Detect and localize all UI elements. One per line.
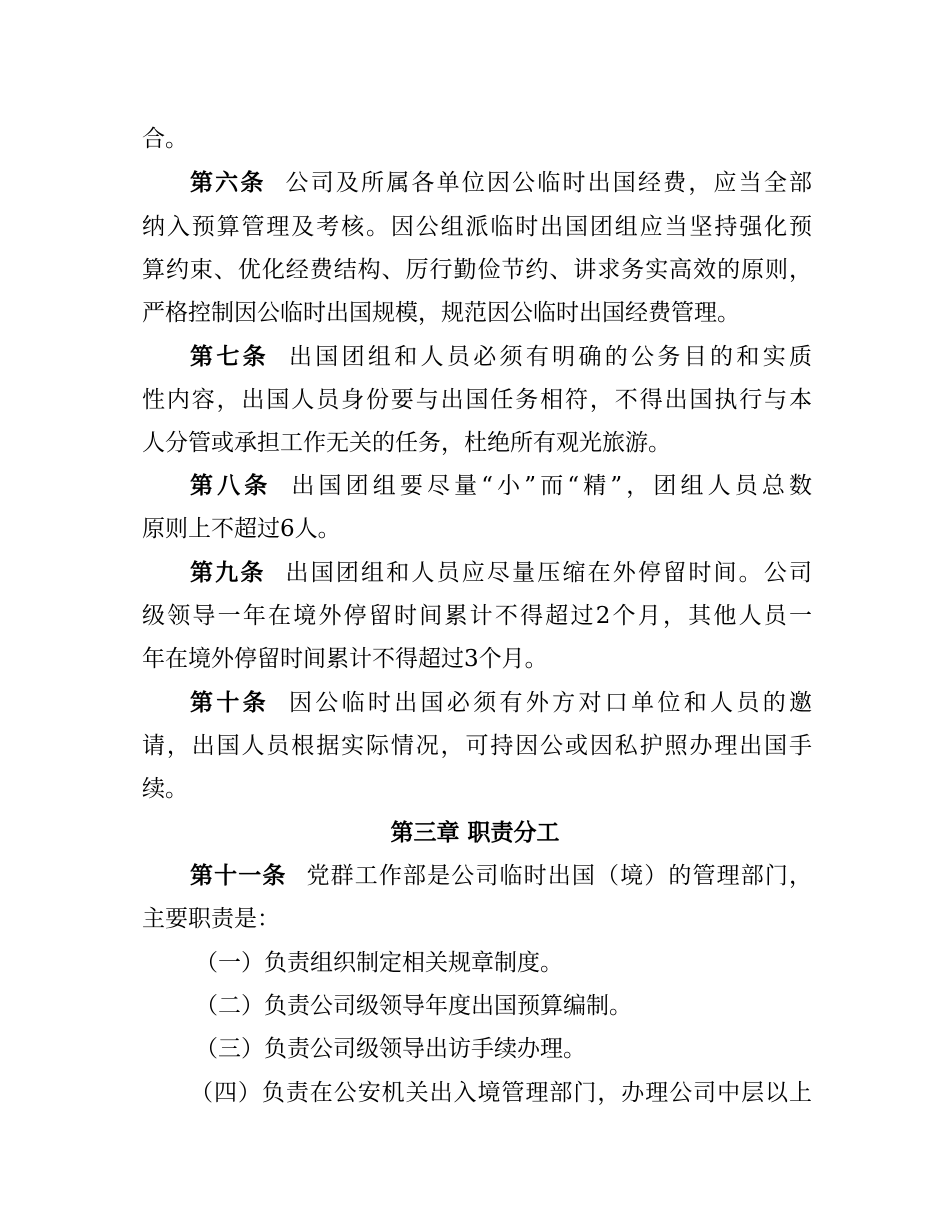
article-7-line-2: 性内容，出国人员身份要与出国任务相符，不得出国执行与本: [142, 387, 812, 413]
article-9-number: 第九条: [190, 560, 266, 586]
article-10-line-2: 请，出国人员根据实际情况，可持因公或因私护照办理出国手: [142, 733, 812, 759]
article-9-line-3: 年在境外停留时间累计不得超过3个月。: [142, 646, 548, 672]
article-8-text-1: 出国团组要尽量“小”而“精”，团组人员总数: [291, 473, 812, 499]
article-6-text-1: 公司及所属各单位因公临时出国经费，应当全部: [285, 170, 813, 196]
article-11-text-1: 党群工作部是公司临时出国（境）的管理部门，: [306, 863, 812, 889]
article-6-line-2: 纳入预算管理及考核。因公组派临时出国团组应当坚持强化预: [142, 214, 812, 240]
article-6-line-4: 严格控制因公临时出国规模，规范因公临时出国经费管理。: [142, 300, 740, 326]
article-7-line-1: [190, 342, 812, 372]
article-10-text-1: 因公临时出国必须有外方对口单位和人员的邀: [288, 690, 813, 716]
article-10-line-3: 续。: [142, 776, 188, 802]
article-11-line-2: 主要职责是：: [142, 906, 280, 932]
article-6-line-1: [190, 168, 812, 198]
article-11-number: 第十一条: [190, 863, 287, 889]
chapter-title: 第三章 职责分工: [390, 820, 560, 846]
article-9-line-1: [190, 558, 812, 588]
article-6-line-3: 算约束、优化经费结构、厉行勤俭节约、讲求务实高效的原则，: [142, 257, 812, 283]
fragment-text: 合。: [142, 126, 188, 152]
article-10-number: 第十条: [190, 690, 269, 716]
article-9-text-1: 出国团组和人员应尽量压缩在外停留时间。公司: [285, 560, 813, 586]
article-6-number: 第六条: [190, 170, 266, 196]
list-item-2: （二）负责公司级领导年度出国预算编制。: [195, 993, 632, 1019]
article-8-line-2: 原则上不超过6人。: [142, 516, 341, 542]
article-7-number: 第七条: [190, 344, 269, 370]
article-7-line-3: 人分管或承担工作无关的任务，杜绝所有观光旅游。: [142, 430, 671, 456]
article-8-number: 第八条: [190, 473, 272, 499]
list-item-3: （三）负责公司级领导出访手续办理。: [195, 1036, 586, 1062]
article-8-line-1: [190, 471, 812, 501]
article-11-line-1: [190, 861, 812, 891]
article-10-line-1: [190, 688, 812, 718]
article-7-text-1: 出国团组和人员必须有明确的公务目的和实质: [288, 344, 813, 370]
list-item-1: （一）负责组织制定相关规章制度。: [195, 950, 563, 976]
article-9-line-2: 级领导一年在境外停留时间累计不得超过2个月，其他人员一: [142, 603, 812, 629]
paragraph-fragment: [142, 124, 812, 154]
list-item-4: （四）负责在公安机关出入境管理部门，办理公司中层以上: [190, 1080, 812, 1106]
